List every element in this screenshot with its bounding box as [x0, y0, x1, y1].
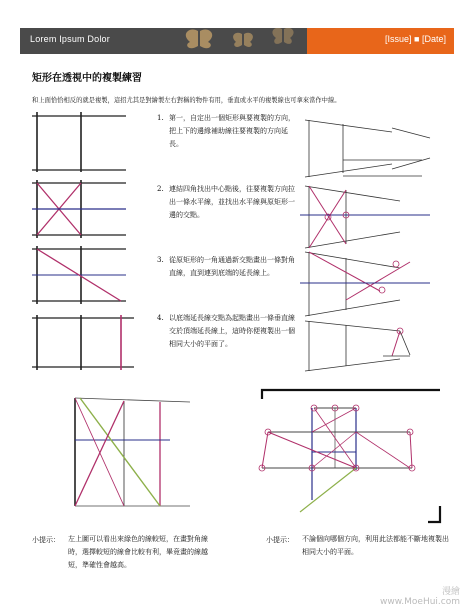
- tip-2-line: 不論個向哪個方向，利用此法都能不斷地複製出: [302, 535, 449, 543]
- large-right-diagram: [259, 390, 440, 522]
- step-3-text: 從原矩形的一角通過新交點畫出一條對角直線，直到連到底端的延長線上。: [169, 256, 295, 277]
- step-4-number: 4.: [157, 314, 164, 322]
- tip-1-label: 小提示：: [32, 536, 60, 544]
- tip-2-line: 相同大小的平面。: [302, 548, 358, 556]
- step2-right-diagram: [300, 186, 430, 248]
- step-1-number: 1.: [157, 114, 164, 122]
- watermark: [380, 587, 460, 607]
- step2-left-diagram: [32, 180, 126, 238]
- step1-right-diagram: [305, 120, 430, 177]
- watermark-line-2: www.MoeHui.com: [380, 597, 460, 607]
- step-2-number: 2.: [157, 185, 164, 193]
- step-2-text: 連結四角找出中心點後，往要複製方向拉出一條水平線，並找出水平線與原矩形一邊的交點。: [169, 185, 295, 219]
- tip-2-label: 小提示：: [266, 536, 294, 544]
- step4-left-diagram: [32, 315, 134, 370]
- page-title: 矩形在透視中的複製練習: [32, 73, 142, 84]
- step3-left-diagram: [32, 246, 126, 304]
- step-4-text: 以底端延長線交點為起點畫出一條垂直線交於頂端延長線上，這時你便複製出一個相同大小的平面了。: [169, 314, 295, 348]
- tip-2-text: [302, 533, 449, 559]
- tip-1-line: 短，準確性會越高。: [68, 561, 131, 569]
- step-3-number: 3.: [157, 256, 164, 264]
- header-issue-date: [Issue] ■ [Date]: [385, 34, 446, 44]
- tip-1-line: 時，選擇較短的線會比較有利，畢竟畫的線越: [68, 548, 208, 556]
- intro-text: 和上面恰恰相反的就是複製，這招尤其是對繪製左右對稱的物件有用，垂直或水平的複製線也可拿來當作中線。: [32, 97, 341, 104]
- step4-right-diagram: [305, 321, 410, 371]
- step1-left-diagram: [32, 112, 126, 172]
- tip-1-line: 左上圖可以看出來綠色的線較短，在畫對角線: [68, 535, 208, 543]
- header-title: Lorem Ipsum Dolor: [30, 34, 110, 44]
- large-left-diagram: [75, 398, 190, 506]
- step3-right-diagram: [300, 252, 430, 316]
- tip-1-text: [68, 533, 208, 572]
- watermark-line-1: 漫繪: [441, 587, 460, 597]
- step-1-text: 第一，自定出一個矩形與要複製的方向，把上下的邊緣補助線往要複製的方向延長。: [169, 114, 295, 148]
